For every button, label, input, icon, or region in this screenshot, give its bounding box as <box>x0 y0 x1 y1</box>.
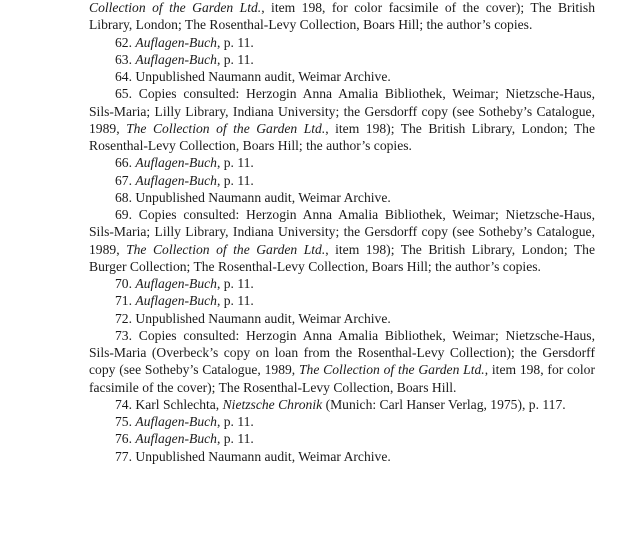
endnote-text: Copies consulted: Herzogin Anna Amalia Bibliothek, Weimar; Nietzsche-Haus, Sils-Maria (Overbeck’s copy on loan from the Rosenthal-Levy Collection); the Gersdorff copy (see Sotheby’s Catalogue, 1989, <box>89 327 595 378</box>
endnote-text: , item 198); The British Library, London; The Burger Collection; The Rosenthal-Levy Collection, Boars Hill; the author’s copies. <box>89 241 596 274</box>
endnote-text-italic: The Collection of the Garden Ltd. <box>298 362 485 378</box>
endnote-number: 69. <box>115 207 132 222</box>
endnote-75 <box>89 413 595 430</box>
endnote-70 <box>89 275 595 292</box>
endnote-text: Karl Schlechta, <box>135 396 223 412</box>
endnote-text-italic: Auflagen-Buch <box>135 276 217 291</box>
endnote-number: 65. <box>115 86 132 102</box>
endnote-68 <box>89 189 595 206</box>
endnote-text: , item 198); The British Library, London; The Rosenthal-Levy Collection, Boars Hill; the author’s copies. <box>89 120 596 153</box>
endnote-text: , p. 11. <box>216 414 254 429</box>
endnote-text: , item 198, for color facsimile of the cover); The British Library, London; The Rosenthal-Levy Collection, Boars Hill; the author’s copies. <box>89 0 595 33</box>
endnote-text: (Munich: Carl Hanser Verlag, 1975), p. 117. <box>322 396 566 412</box>
endnote-text: , p. 11. <box>216 293 254 309</box>
endnote-text-italic: Auflagen-Buch <box>135 293 217 309</box>
endnote-73 <box>89 327 595 396</box>
endnote-64 <box>89 68 595 85</box>
endnote-text-italic: Auflagen-Buch <box>135 414 217 429</box>
endnote-text-italic: Auflagen-Buch <box>135 51 217 67</box>
endnote-65 <box>89 85 595 154</box>
endnote-number: 62. <box>115 34 132 50</box>
endnote-72 <box>89 310 595 327</box>
endnote-text-italic: The Collection of the Garden Ltd. <box>126 241 326 257</box>
endnote-77 <box>89 448 595 465</box>
endnote-number: 74. <box>115 396 132 412</box>
endnote-69 <box>89 206 595 275</box>
endnote-text-italic: Auflagen-Buch <box>135 172 217 188</box>
endnote-number: 72. <box>115 310 132 326</box>
endnote-number: 76. <box>115 431 132 447</box>
endnote-text-italic: Nietzsche Chronik <box>222 396 323 412</box>
endnote-62 <box>89 34 595 51</box>
endnote-76 <box>89 430 595 447</box>
endnote-text-italic: Collection of the Garden Ltd. <box>89 0 262 15</box>
endnote-number: 66. <box>115 155 132 171</box>
endnote-text-italic: Auflagen-Buch <box>135 155 217 171</box>
endnote-text: , p. 11. <box>216 276 254 291</box>
endnote-text: , item 198, for color facsimile of the cover); The Rosenthal-Levy Collection, Boars Hill. <box>89 362 595 395</box>
endnote-text: Unpublished Naumann audit, Weimar Archive. <box>135 69 391 84</box>
endnote-text: Copies consulted: Herzogin Anna Amalia Bibliothek, Weimar; Nietzsche-Haus, Sils-Maria; Lilly Library, Indiana University; the Gersdorff copy (see Sotheby’s Catalogue, 1989, <box>89 207 595 257</box>
endnote-text: Unpublished Naumann audit, Weimar Archive. <box>135 310 391 326</box>
endnote-number: 63. <box>115 51 132 67</box>
endnote-continuation <box>89 0 595 34</box>
endnote-text: , p. 11. <box>216 34 254 50</box>
endnote-text-italic: The Collection of the Garden Ltd. <box>126 120 326 136</box>
endnote-text: Unpublished Naumann audit, Weimar Archive. <box>135 189 391 205</box>
endnote-63 <box>89 51 595 68</box>
endnote-number: 75. <box>115 414 132 429</box>
endnote-number: 67. <box>115 172 132 188</box>
endnote-text: , p. 11. <box>216 172 254 188</box>
endnote-text: Unpublished Naumann audit, Weimar Archive. <box>135 448 391 464</box>
endnote-text: , p. 11. <box>216 431 254 447</box>
endnote-number: 70. <box>115 276 132 291</box>
endnote-text-italic: Auflagen-Buch <box>135 431 217 447</box>
endnote-74 <box>89 396 595 413</box>
endnotes-page <box>89 0 595 465</box>
endnote-67 <box>89 172 595 189</box>
endnote-text: , p. 11. <box>216 155 254 171</box>
endnote-71 <box>89 292 595 309</box>
endnote-number: 73. <box>115 327 132 343</box>
endnote-number: 64. <box>115 69 132 84</box>
endnote-number: 71. <box>115 293 132 309</box>
endnote-number: 68. <box>115 189 132 205</box>
endnote-number: 77. <box>115 448 132 464</box>
endnote-text: Copies consulted: Herzogin Anna Amalia Bibliothek, Weimar; Nietzsche-Haus, Sils-Maria; Lilly Library, Indiana University; the Gersdorff copy (see Sotheby’s Catalogue, 1989, <box>89 86 595 136</box>
endnote-text: , p. 11. <box>216 51 254 67</box>
endnote-66 <box>89 154 595 171</box>
endnote-text-italic: Auflagen-Buch <box>135 34 217 50</box>
